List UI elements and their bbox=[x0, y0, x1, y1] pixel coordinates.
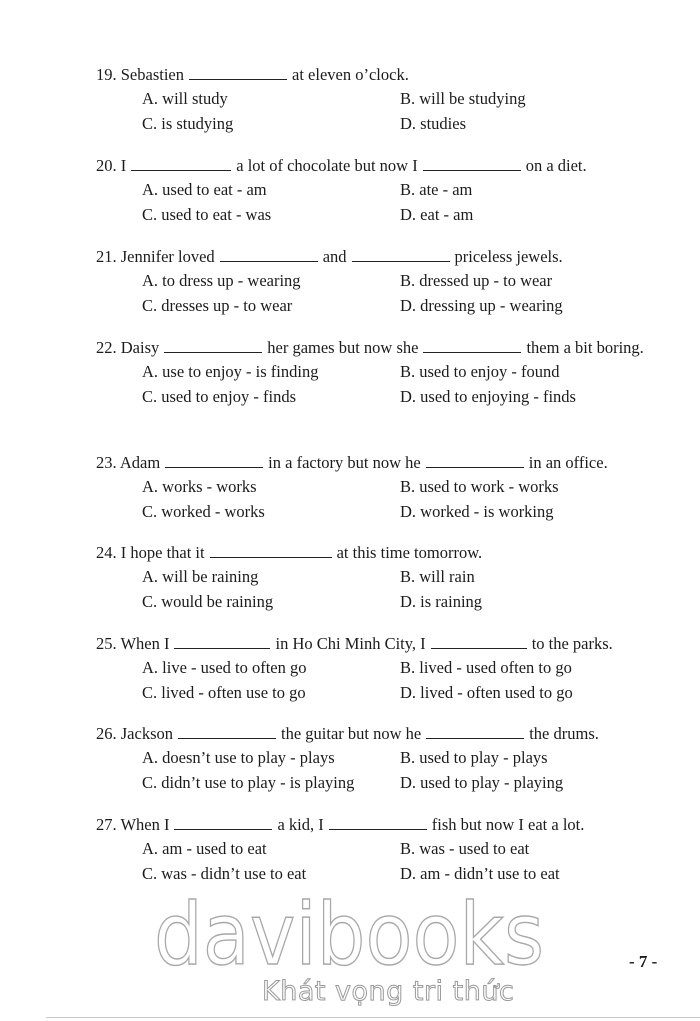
answer-blank[interactable] bbox=[164, 338, 262, 353]
stem-text: at this time tomorrow. bbox=[336, 543, 483, 562]
option-c[interactable]: C. used to eat - was bbox=[142, 205, 272, 224]
question-stem bbox=[96, 154, 671, 177]
answer-blank[interactable] bbox=[423, 338, 521, 353]
answer-options bbox=[96, 475, 671, 525]
option-b[interactable]: B. used to work - works bbox=[400, 477, 559, 496]
question-19 bbox=[96, 63, 671, 137]
option-b[interactable]: B. will be studying bbox=[400, 89, 526, 108]
stem-text: and bbox=[322, 247, 347, 266]
answer-options bbox=[96, 746, 671, 796]
option-b[interactable]: B. used to enjoy - found bbox=[400, 362, 560, 381]
option-b[interactable]: B. lived - used often to go bbox=[400, 658, 572, 677]
question-stem bbox=[96, 451, 671, 474]
stem-text: Adam bbox=[119, 453, 161, 472]
stem-text: a kid, I bbox=[277, 815, 324, 834]
answer-blank[interactable] bbox=[426, 453, 524, 468]
stem-text: I hope that it bbox=[120, 543, 205, 562]
bottom-rule bbox=[46, 1017, 700, 1018]
question-stem bbox=[96, 336, 671, 359]
question-stem bbox=[96, 632, 671, 655]
option-b[interactable]: B. ate - am bbox=[400, 180, 473, 199]
stem-text: Daisy bbox=[120, 338, 160, 357]
stem-text: her games but now she bbox=[267, 338, 419, 357]
stem-text: them a bit boring. bbox=[526, 338, 644, 357]
answer-options bbox=[96, 87, 671, 137]
answer-options bbox=[96, 269, 671, 319]
watermark-tagline: Khát vọng tri thức bbox=[262, 976, 515, 1007]
answer-blank[interactable] bbox=[431, 634, 527, 649]
question-22 bbox=[96, 336, 671, 410]
question-number: 23. bbox=[96, 453, 117, 472]
question-number: 22. bbox=[96, 338, 117, 357]
option-c[interactable]: C. dresses up - to wear bbox=[142, 296, 293, 315]
option-b[interactable]: B. will rain bbox=[400, 567, 475, 586]
stem-text: at eleven o’clock. bbox=[292, 65, 409, 84]
answer-blank[interactable] bbox=[426, 724, 524, 739]
question-number: 26. bbox=[96, 724, 117, 743]
option-a[interactable]: A. will be raining bbox=[142, 567, 259, 586]
stem-text: When I bbox=[120, 815, 170, 834]
question-25 bbox=[96, 632, 671, 706]
question-stem bbox=[96, 722, 671, 745]
option-d[interactable]: D. used to play - playing bbox=[400, 773, 564, 792]
answer-options bbox=[96, 837, 671, 887]
option-c[interactable]: C. didn’t use to play - is playing bbox=[142, 773, 355, 792]
stem-text: When I bbox=[120, 634, 170, 653]
question-stem bbox=[96, 245, 671, 268]
option-a[interactable]: A. doesn’t use to play - plays bbox=[142, 748, 335, 767]
answer-blank[interactable] bbox=[178, 724, 276, 739]
answer-options bbox=[96, 178, 671, 228]
answer-blank[interactable] bbox=[220, 247, 318, 262]
question-27 bbox=[96, 813, 671, 887]
option-d[interactable]: D. eat - am bbox=[400, 205, 474, 224]
question-number: 19. bbox=[96, 65, 117, 84]
question-26 bbox=[96, 722, 671, 796]
option-a[interactable]: A. live - used to often go bbox=[142, 658, 307, 677]
option-c[interactable]: C. would be raining bbox=[142, 592, 274, 611]
stem-text: on a diet. bbox=[525, 156, 587, 175]
option-a[interactable]: A. use to enjoy - is finding bbox=[142, 362, 319, 381]
option-d[interactable]: D. is raining bbox=[400, 592, 483, 611]
watermark-logo bbox=[152, 888, 547, 978]
stem-text: in a factory but now he bbox=[268, 453, 421, 472]
option-c[interactable]: C. was - didn’t use to eat bbox=[142, 864, 307, 883]
option-d[interactable]: D. used to enjoying - finds bbox=[400, 387, 576, 406]
question-number: 27. bbox=[96, 815, 117, 834]
stem-text: Jackson bbox=[120, 724, 173, 743]
page-number: - 7 - bbox=[629, 952, 658, 971]
stem-text: the drums. bbox=[529, 724, 599, 743]
option-d[interactable]: D. am - didn’t use to eat bbox=[400, 864, 560, 883]
stem-text: in Ho Chi Minh City, I bbox=[275, 634, 426, 653]
question-stem bbox=[96, 813, 671, 836]
option-c[interactable]: C. worked - works bbox=[142, 502, 265, 521]
option-a[interactable]: A. works - works bbox=[142, 477, 257, 496]
question-21 bbox=[96, 245, 671, 319]
answer-blank[interactable] bbox=[329, 815, 427, 830]
stem-text: in an office. bbox=[528, 453, 608, 472]
question-number: 24. bbox=[96, 543, 117, 562]
answer-options bbox=[96, 565, 671, 615]
question-stem bbox=[96, 63, 671, 86]
question-23 bbox=[96, 451, 671, 525]
question-stem bbox=[96, 541, 671, 564]
option-c[interactable]: C. is studying bbox=[142, 114, 234, 133]
option-c[interactable]: C. used to enjoy - finds bbox=[142, 387, 296, 406]
option-c[interactable]: C. lived - often use to go bbox=[142, 683, 306, 702]
stem-text: a lot of chocolate but now I bbox=[236, 156, 418, 175]
answer-blank[interactable] bbox=[165, 453, 263, 468]
answer-blank[interactable] bbox=[423, 156, 521, 171]
question-number: 25. bbox=[96, 634, 117, 653]
option-b[interactable]: B. was - used to eat bbox=[400, 839, 530, 858]
option-d[interactable]: D. worked - is working bbox=[400, 502, 554, 521]
option-a[interactable]: A. used to eat - am bbox=[142, 180, 267, 199]
option-a[interactable]: A. am - used to eat bbox=[142, 839, 267, 858]
option-d[interactable]: D. studies bbox=[400, 114, 466, 133]
question-number: 20. bbox=[96, 156, 117, 175]
answer-blank[interactable] bbox=[174, 815, 272, 830]
option-b[interactable]: B. used to play - plays bbox=[400, 748, 548, 767]
option-d[interactable]: D. dressing up - wearing bbox=[400, 296, 563, 315]
answer-blank[interactable] bbox=[189, 65, 287, 80]
stem-text: priceless jewels. bbox=[454, 247, 563, 266]
answer-blank[interactable] bbox=[352, 247, 450, 262]
answer-blank[interactable] bbox=[210, 543, 332, 558]
answer-blank[interactable] bbox=[174, 634, 270, 649]
stem-text: Jennifer loved bbox=[120, 247, 215, 266]
stem-text: to the parks. bbox=[531, 634, 613, 653]
option-a[interactable]: A. will study bbox=[142, 89, 228, 108]
stem-text: I bbox=[120, 156, 127, 175]
stem-text: the guitar but now he bbox=[281, 724, 422, 743]
option-b[interactable]: B. dressed up - to wear bbox=[400, 271, 553, 290]
option-a[interactable]: A. to dress up - wearing bbox=[142, 271, 301, 290]
stem-text: Sebastien bbox=[120, 65, 184, 84]
question-20 bbox=[96, 154, 671, 228]
watermark-brand-text: davibooks bbox=[154, 888, 544, 978]
stem-text: fish but now I eat a lot. bbox=[431, 815, 585, 834]
option-d[interactable]: D. lived - often used to go bbox=[400, 683, 573, 702]
question-number: 21. bbox=[96, 247, 117, 266]
answer-options bbox=[96, 360, 671, 410]
answer-options bbox=[96, 656, 671, 706]
question-24 bbox=[96, 541, 671, 615]
answer-blank[interactable] bbox=[131, 156, 231, 171]
